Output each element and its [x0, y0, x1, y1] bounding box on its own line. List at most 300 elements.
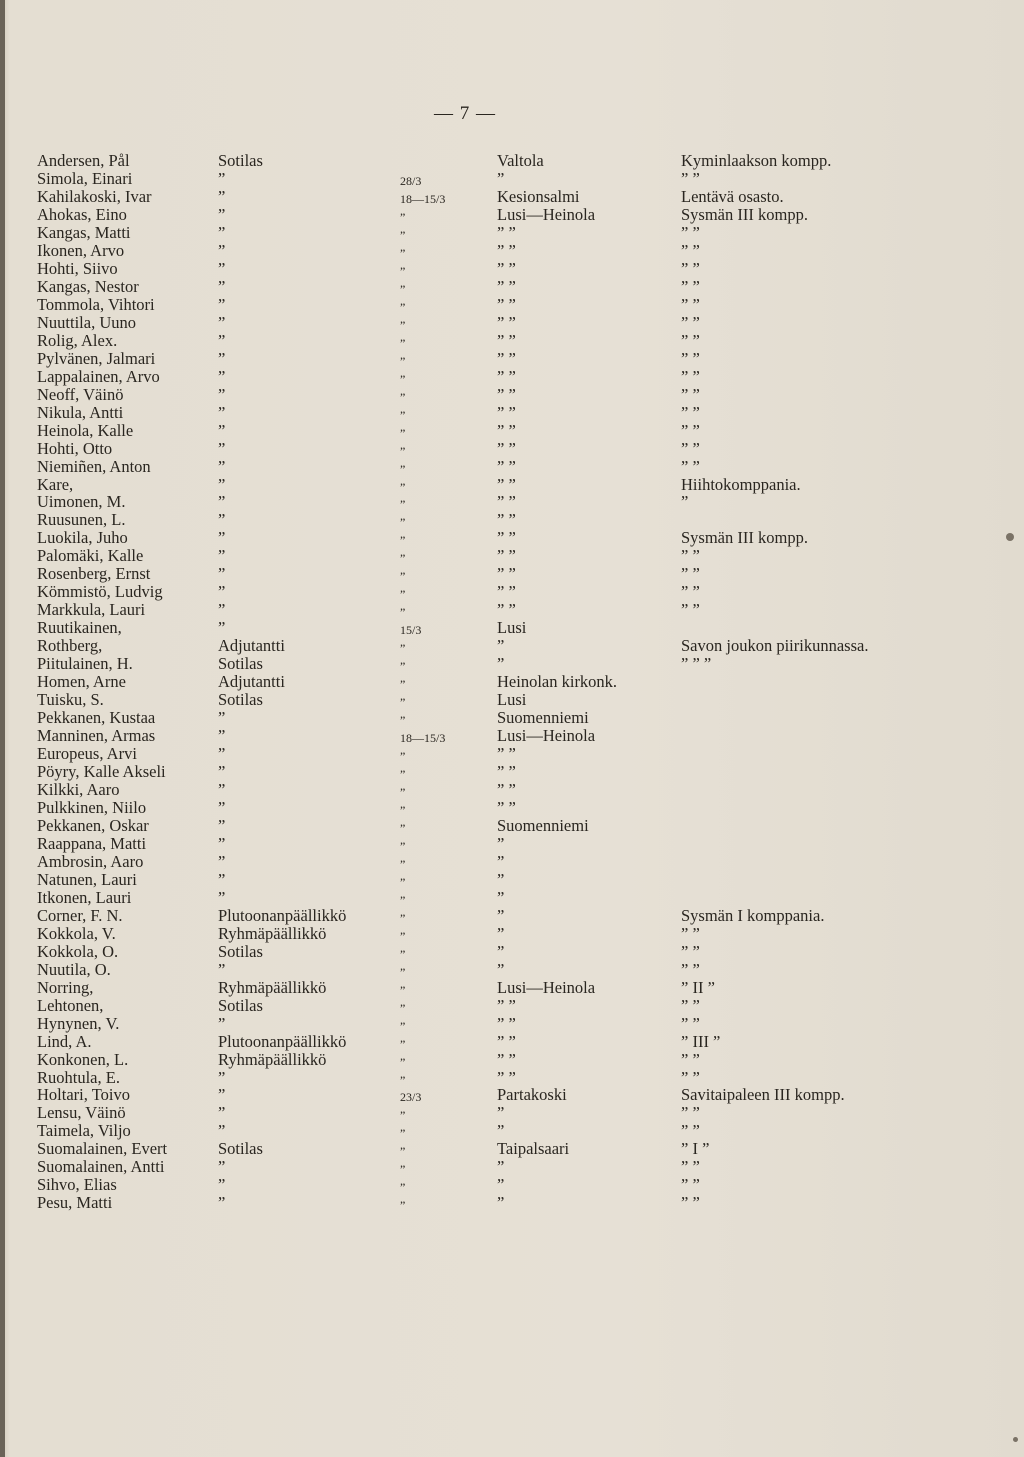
event-date: 23/3: [400, 1090, 422, 1105]
event-place: ” ”: [497, 474, 516, 494]
event-place: ” ”: [497, 1067, 516, 1087]
military-unit: ” ”: [681, 1157, 700, 1177]
person-rank: ”: [218, 959, 226, 979]
military-unit: ” ”: [681, 348, 700, 368]
person-rank: ”: [218, 1103, 226, 1123]
event-date: ”: [400, 263, 406, 278]
person-name: Norring,: [37, 977, 94, 997]
event-date: ”: [400, 371, 406, 386]
person-rank: ”: [218, 492, 226, 512]
person-rank: ”: [218, 1175, 226, 1195]
military-unit: ” ”: [681, 312, 700, 332]
military-unit: ” II ”: [681, 977, 715, 997]
roster-row: [0, 1122, 1024, 1140]
military-unit: ” ”: [681, 995, 700, 1015]
event-place: Lusi—Heinola: [497, 726, 596, 745]
event-date: ”: [400, 802, 406, 817]
event-place: ” ”: [497, 528, 516, 548]
person-rank: ”: [218, 546, 226, 566]
military-unit: ” ”: [681, 546, 700, 566]
person-rank: ”: [218, 402, 226, 422]
roster-row: [0, 1051, 1024, 1069]
event-date: ”: [400, 245, 406, 260]
paper-speck: [1006, 533, 1014, 541]
person-name: Europeus, Arvi: [37, 744, 137, 763]
military-unit: ” ”: [681, 1121, 700, 1141]
military-unit: ” ”: [681, 1049, 700, 1069]
event-date: ”: [400, 1180, 406, 1195]
person-rank: ”: [218, 186, 226, 206]
person-name: Corner, F. N.: [37, 905, 123, 925]
military-unit: ” ”: [681, 1103, 700, 1123]
event-place: ”: [497, 169, 505, 188]
person-rank: ”: [218, 833, 226, 853]
person-name: Sihvo, Elias: [37, 1175, 117, 1195]
military-unit: ” ” ”: [681, 654, 712, 674]
roster-row: [0, 547, 1024, 565]
person-name: Pekkanen, Oskar: [37, 815, 149, 835]
event-place: ” ”: [497, 240, 516, 260]
person-name: Ruusunen, L.: [37, 510, 126, 530]
military-unit: Hiihtokomppania.: [681, 474, 801, 494]
event-date: ”: [400, 209, 406, 224]
person-rank: ”: [218, 797, 226, 817]
roster-row: [0, 224, 1024, 242]
event-place: ” ”: [497, 582, 516, 602]
event-place: ” ”: [497, 402, 516, 422]
person-rank: ”: [218, 169, 226, 188]
person-rank: ”: [218, 240, 226, 260]
event-date: ”: [400, 335, 406, 350]
event-place: Suomenniemi: [497, 708, 589, 728]
event-place: ” ”: [497, 1013, 516, 1033]
event-place: ”: [497, 1121, 505, 1141]
event-place: ” ”: [497, 384, 516, 404]
event-date: 18—15/3: [400, 191, 446, 206]
military-unit: ” ”: [681, 941, 700, 961]
person-name: Kilkki, Aaro: [37, 779, 120, 799]
person-name: Nikula, Antti: [37, 402, 124, 422]
roster-row: [0, 745, 1024, 763]
event-place: ” ”: [497, 258, 516, 278]
roster-row: [0, 476, 1024, 494]
event-place: ” ”: [497, 1049, 516, 1069]
person-name: Homen, Arne: [37, 672, 126, 692]
person-rank: Sotilas: [218, 995, 263, 1015]
event-place: ” ”: [497, 222, 516, 242]
roster-row: [0, 601, 1024, 619]
roster-row: [0, 332, 1024, 350]
person-name: Suomalainen, Antti: [37, 1157, 165, 1177]
roster-row: [0, 404, 1024, 422]
person-rank: Ryhmäpäällikkö: [218, 977, 327, 997]
event-date: ”: [400, 713, 406, 728]
person-rank: ”: [218, 779, 226, 799]
event-place: ” ”: [497, 312, 516, 332]
roster-row: [0, 691, 1024, 709]
roster-row: [0, 673, 1024, 691]
event-date: ”: [400, 497, 406, 512]
roster-row: [0, 1140, 1024, 1158]
roster-row: [0, 422, 1024, 440]
person-rank: ”: [218, 708, 226, 728]
event-date: ”: [400, 982, 406, 997]
event-date: ”: [400, 784, 406, 799]
person-name: Kömmistö, Ludvig: [37, 582, 163, 602]
roster-row: [0, 1069, 1024, 1087]
person-name: Tuisku, S.: [37, 690, 104, 710]
person-rank: ”: [218, 348, 226, 368]
roster-row: [0, 619, 1024, 637]
event-date: 18—15/3: [400, 731, 446, 745]
person-rank: ”: [218, 815, 226, 835]
roster-row: [0, 440, 1024, 458]
event-place: ” ”: [497, 330, 516, 350]
person-rank: ”: [218, 510, 226, 530]
person-rank: ”: [218, 258, 226, 278]
person-name: Natunen, Lauri: [37, 869, 137, 889]
event-place: ”: [497, 1175, 505, 1195]
event-place: ” ”: [497, 779, 516, 799]
event-place: ” ”: [497, 797, 516, 817]
roster-row: [0, 1176, 1024, 1194]
person-rank: Adjutantti: [218, 672, 285, 692]
person-name: Pesu, Matti: [37, 1193, 113, 1213]
event-date: ”: [400, 1036, 406, 1051]
roster-row: [0, 152, 1024, 170]
roster-row: [0, 458, 1024, 476]
event-date: ”: [400, 587, 406, 602]
event-date: ”: [400, 569, 406, 584]
event-place: ” ”: [497, 492, 516, 512]
roster-row: [0, 997, 1024, 1015]
event-place: ” ”: [497, 744, 516, 763]
military-unit: ” ”: [681, 294, 700, 314]
person-rank: ”: [218, 564, 226, 584]
person-name: Itkonen, Lauri: [37, 887, 132, 907]
event-place: ”: [497, 923, 505, 943]
roster-row: [0, 529, 1024, 547]
person-name: Rolig, Alex.: [37, 330, 118, 350]
person-rank: ”: [218, 222, 226, 242]
roster-row: [0, 961, 1024, 979]
event-date: ”: [400, 1018, 406, 1033]
person-name: Kokkola, O.: [37, 941, 119, 961]
person-name: Uimonen, M.: [37, 492, 126, 512]
person-rank: ”: [218, 528, 226, 548]
person-rank: ”: [218, 1193, 226, 1213]
person-rank: ”: [218, 582, 226, 602]
event-place: ”: [497, 959, 505, 979]
event-date: ”: [400, 677, 406, 692]
event-place: ” ”: [497, 600, 516, 620]
person-name: Rothberg,: [37, 636, 103, 656]
person-rank: ”: [218, 1085, 226, 1105]
roster-row: [0, 925, 1024, 943]
military-unit: ” ”: [681, 1175, 700, 1195]
event-date: ”: [400, 1126, 406, 1141]
person-rank: ”: [218, 438, 226, 458]
event-date: ”: [400, 928, 406, 943]
person-rank: ”: [218, 294, 226, 314]
event-date: ”: [400, 1000, 406, 1015]
roster-row: [0, 188, 1024, 206]
roster-row: [0, 493, 1024, 511]
military-unit: ” ”: [681, 959, 700, 979]
roster-row: [0, 314, 1024, 332]
roster-row: [0, 799, 1024, 817]
event-place: Suomenniemi: [497, 815, 589, 835]
roster-row: [0, 1158, 1024, 1176]
event-date: ”: [400, 892, 406, 907]
event-place: ” ”: [497, 564, 516, 584]
event-place: ”: [497, 1103, 505, 1123]
event-place: ”: [497, 869, 505, 889]
person-name: Ruohtula, E.: [37, 1067, 120, 1087]
event-date: ”: [400, 1144, 406, 1159]
person-name: Pöyry, Kalle Akseli: [37, 762, 166, 781]
event-place: ”: [497, 833, 505, 853]
person-name: Nuuttila, Uuno: [37, 312, 136, 332]
military-unit: Sysmän I komppania.: [681, 905, 825, 925]
person-name: Hynynen, V.: [37, 1013, 120, 1033]
person-rank: Adjutantti: [218, 636, 285, 656]
person-rank: ”: [218, 456, 226, 476]
person-name: Ambrosin, Aaro: [37, 851, 144, 871]
event-place: ”: [497, 905, 505, 925]
event-date: ”: [400, 1162, 406, 1177]
military-unit: Sysmän III kompp.: [681, 204, 808, 224]
event-date: ”: [400, 551, 406, 566]
person-rank: Ryhmäpäällikkö: [218, 923, 327, 943]
event-date: 28/3: [400, 174, 422, 188]
event-date: ”: [400, 874, 406, 889]
person-name: Kahilakoski, Ivar: [37, 186, 152, 206]
event-date: ”: [400, 227, 406, 242]
roster-row: [0, 871, 1024, 889]
person-rank: ”: [218, 204, 226, 224]
person-name: Palomäki, Kalle: [37, 546, 144, 566]
event-place: ” ”: [497, 546, 516, 566]
roster-row: [0, 853, 1024, 871]
person-rank: ”: [218, 744, 226, 763]
roster-row: [0, 386, 1024, 404]
military-unit: ” ”: [681, 420, 700, 440]
military-unit: ” ”: [681, 1013, 700, 1033]
event-place: Partakoski: [497, 1085, 567, 1105]
military-unit: Savitaipaleen III kompp.: [681, 1085, 845, 1105]
person-name: Hohti, Otto: [37, 438, 113, 458]
event-date: ”: [400, 443, 406, 458]
roster-row: [0, 1015, 1024, 1033]
event-place: Valtola: [497, 151, 544, 170]
military-unit: ” ”: [681, 402, 700, 422]
roster-row: [0, 1104, 1024, 1122]
event-place: ” ”: [497, 762, 516, 781]
event-date: ”: [400, 964, 406, 979]
person-name: Pekkanen, Kustaa: [37, 708, 156, 728]
military-unit: ” ”: [681, 456, 700, 476]
person-name: Lehtonen,: [37, 995, 104, 1015]
person-rank: Plutoonanpäällikkö: [218, 905, 347, 925]
military-unit: ” ”: [681, 222, 700, 242]
roster-row: [0, 781, 1024, 799]
military-unit: ” ”: [681, 1193, 700, 1213]
event-date: 15/3: [400, 623, 422, 638]
roster-row: [0, 1086, 1024, 1104]
person-rank: Ryhmäpäällikkö: [218, 1049, 327, 1069]
roster-row: [0, 943, 1024, 961]
person-rank: ”: [218, 618, 226, 638]
person-name: Rosenberg, Ernst: [37, 564, 151, 584]
roster-row: [0, 907, 1024, 925]
person-name: Hohti, Siivo: [37, 258, 118, 278]
roster-row: [0, 170, 1024, 188]
event-date: ”: [400, 856, 406, 871]
event-place: ”: [497, 636, 505, 656]
military-unit: ” ”: [681, 438, 700, 458]
person-name: Ruutikainen,: [37, 618, 122, 638]
event-date: ”: [400, 749, 406, 763]
person-rank: Sotilas: [218, 654, 263, 674]
event-place: Taipalsaari: [497, 1139, 570, 1159]
event-date: ”: [400, 479, 406, 494]
person-name: Raappana, Matti: [37, 833, 147, 853]
person-rank: ”: [218, 1157, 226, 1177]
event-date: ”: [400, 641, 406, 656]
roster-row: [0, 637, 1024, 655]
event-date: ”: [400, 820, 406, 835]
person-rank: Sotilas: [218, 690, 263, 710]
person-rank: ”: [218, 276, 226, 296]
person-rank: ”: [218, 762, 226, 781]
event-place: ” ”: [497, 438, 516, 458]
military-unit: ” ”: [681, 600, 700, 620]
person-rank: ”: [218, 726, 226, 745]
person-name: Neoff, Väinö: [37, 384, 124, 404]
person-rank: ”: [218, 312, 226, 332]
person-name: Konkonen, L.: [37, 1049, 129, 1069]
person-rank: ”: [218, 869, 226, 889]
person-name: Kare,: [37, 474, 74, 494]
roster-row: [0, 296, 1024, 314]
roster-row: [0, 583, 1024, 601]
person-rank: ”: [218, 1067, 226, 1087]
military-unit: ” ”: [681, 564, 700, 584]
event-place: ” ”: [497, 995, 516, 1015]
event-date: ”: [400, 299, 406, 314]
event-date: ”: [400, 317, 406, 332]
event-place: ” ”: [497, 420, 516, 440]
event-place: ”: [497, 887, 505, 907]
roster-row: [0, 511, 1024, 529]
person-name: Ahokas, Eino: [37, 204, 127, 224]
person-rank: ”: [218, 420, 226, 440]
roster-row: [0, 1033, 1024, 1051]
event-place: ” ”: [497, 1031, 516, 1051]
event-date: ”: [400, 515, 406, 530]
military-unit: ” I ”: [681, 1139, 710, 1159]
event-date: ”: [400, 838, 406, 853]
event-date: ”: [400, 1198, 406, 1213]
page-number: — 7 —: [434, 103, 496, 124]
military-unit: ” ”: [681, 366, 700, 386]
event-place: ” ”: [497, 294, 516, 314]
person-name: Holtari, Toivo: [37, 1085, 130, 1105]
person-rank: Sotilas: [218, 1139, 263, 1159]
event-place: Lusi: [497, 690, 527, 710]
person-name: Lind, A.: [37, 1031, 92, 1051]
military-unit: ” III ”: [681, 1031, 721, 1051]
person-rank: ”: [218, 1121, 226, 1141]
roster-row: [0, 979, 1024, 997]
person-rank: Sotilas: [218, 151, 263, 170]
person-rank: ”: [218, 384, 226, 404]
military-unit: ” ”: [681, 1067, 700, 1087]
person-name: Pylvänen, Jalmari: [37, 348, 156, 368]
person-name: Suomalainen, Evert: [37, 1139, 168, 1159]
event-date: ”: [400, 946, 406, 961]
event-place: Lusi—Heinola: [497, 977, 596, 997]
roster-row: [0, 350, 1024, 368]
person-rank: ”: [218, 600, 226, 620]
person-name: Manninen, Armas: [37, 726, 156, 745]
person-rank: ”: [218, 1013, 226, 1033]
person-name: Lensu, Väinö: [37, 1103, 126, 1123]
event-place: ”: [497, 654, 505, 674]
event-place: ”: [497, 851, 505, 871]
roster-row: [0, 835, 1024, 853]
person-rank: Sotilas: [218, 941, 263, 961]
roster-row: [0, 206, 1024, 224]
military-unit: ”: [681, 492, 689, 512]
military-unit: ” ”: [681, 582, 700, 602]
military-unit: ” ”: [681, 240, 700, 260]
person-rank: ”: [218, 366, 226, 386]
event-place: Kesionsalmi: [497, 186, 580, 206]
person-name: Lappalainen, Arvo: [37, 366, 160, 386]
event-date: ”: [400, 281, 406, 296]
person-name: Pulkkinen, Niilo: [37, 797, 147, 817]
event-date: ”: [400, 389, 406, 404]
event-date: ”: [400, 767, 406, 781]
person-rank: ”: [218, 330, 226, 350]
event-date: ”: [400, 659, 406, 674]
military-unit: Kyminlaakson kompp.: [681, 151, 832, 170]
event-date: ”: [400, 910, 406, 925]
roster-row: [0, 655, 1024, 673]
event-date: ”: [400, 1072, 406, 1087]
roster-row: [0, 368, 1024, 386]
roster-row: [0, 889, 1024, 907]
event-date: ”: [400, 425, 406, 440]
military-unit: Savon joukon piirikunnassa.: [681, 636, 869, 656]
person-name: Markkula, Lauri: [37, 600, 146, 620]
event-place: Lusi—Heinola: [497, 204, 596, 224]
event-date: ”: [400, 461, 406, 476]
roster-row: [0, 763, 1024, 781]
person-name: Niemiñen, Anton: [37, 456, 151, 476]
roster-row: [0, 565, 1024, 583]
event-place: ”: [497, 941, 505, 961]
person-name: Piitulainen, H.: [37, 654, 133, 674]
roster-row: [0, 278, 1024, 296]
roster-row: [0, 242, 1024, 260]
person-name: Luokila, Juho: [37, 528, 128, 548]
event-place: Lusi: [497, 618, 527, 638]
event-place: ”: [497, 1157, 505, 1177]
event-place: ” ”: [497, 348, 516, 368]
